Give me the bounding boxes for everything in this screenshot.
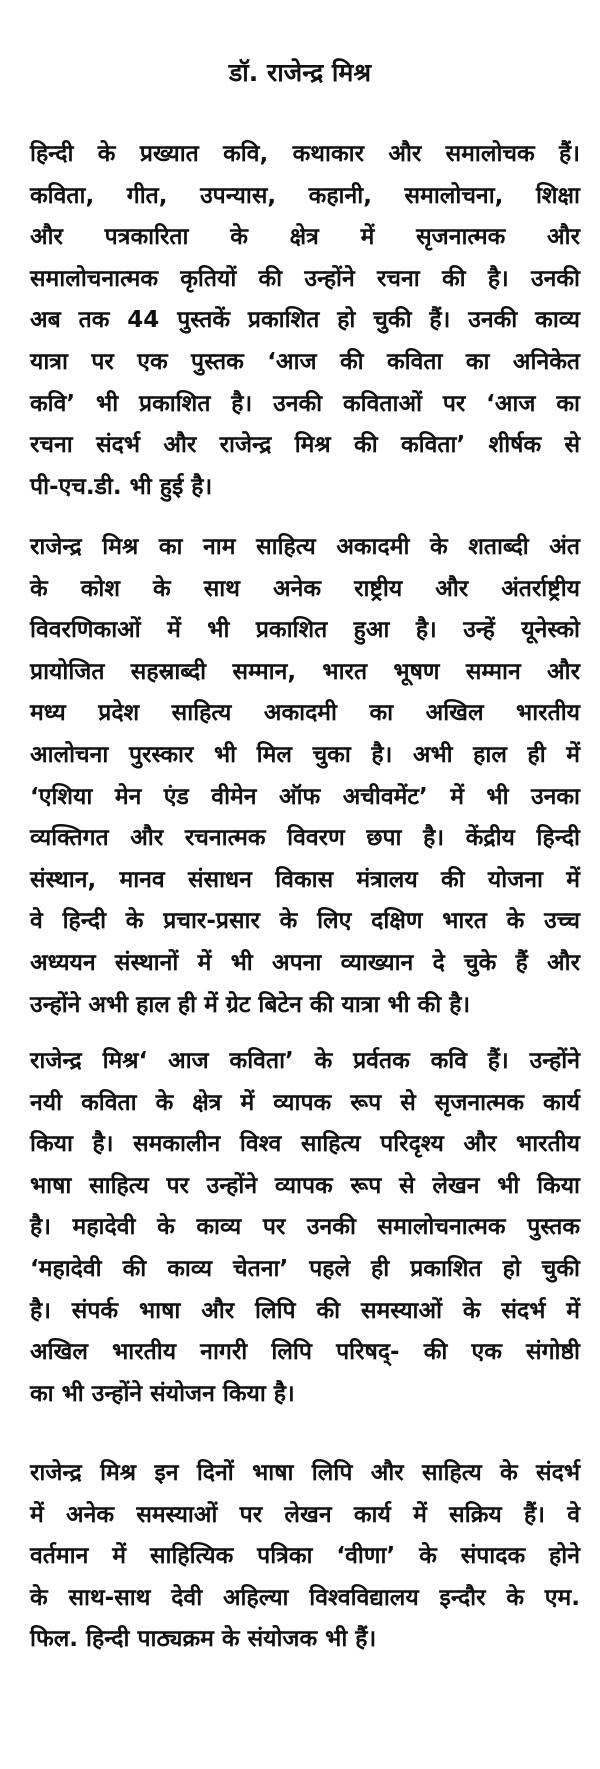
text-line: है। संपर्क भाषा और लिपि की समस्याओं के संदर्भ में	[30, 1297, 580, 1324]
text-line: ‘एशिया मेन एंड वीमेन ऑफ अचीवमेंट’ में भी उनका	[30, 783, 580, 810]
text-line: भाषा साहित्य पर उन्होंने व्यापक रूप से लेखन भी किया	[30, 1172, 580, 1199]
page-title: डॉ. राजेन्द्र मिश्र	[228, 57, 372, 87]
text-line: आलोचना पुरस्कार भी मिल चुका है। अभी हाल ही में	[30, 741, 580, 768]
text-line: संस्थान, मानव संसाधन विकास मंत्रालय की योजना में	[30, 866, 580, 893]
text-line: प्रायोजित सहस्राब्दी सम्मान, भारत भूषण सम्मान और	[30, 658, 580, 685]
text-line: के साथ-साथ देवी अहिल्या विश्वविद्यालय इन्दौर के एम.	[30, 1584, 580, 1611]
text-line: राजेन्द्र मिश्र‘ आज कविता’ के प्रर्वतक कवि हैं। उन्होंने	[30, 1048, 580, 1074]
text-line: विवरणिकाओं में भी प्रकाशित हुआ है। उन्हें यूनेस्को	[30, 617, 580, 644]
text-line: राजेन्द्र मिश्र इन दिनों भाषा लिपि और साहित्य के संदर्भ	[30, 1460, 580, 1486]
paragraph-introduction	[30, 134, 580, 508]
paragraph-literary-work	[30, 1041, 580, 1415]
text-line: है। महादेवी के काव्य पर उनकी समालोचनात्मक पुस्तक	[30, 1214, 580, 1241]
text-line: वर्तमान में साहित्यिक पत्रिका ‘वीणा’ के संपादक होने	[30, 1543, 580, 1570]
paragraph-current-activities	[30, 1453, 580, 1661]
text-line: और पत्रकारिता के क्षेत्र में सृजनात्मक और	[30, 224, 580, 251]
text-line: पी-एच.डी. भी हुई है।	[30, 473, 213, 500]
text-line: के कोश के साथ अनेक राष्ट्रीय और अंतर्राष्ट्रीय	[30, 575, 580, 602]
text-line: नयी कविता के क्षेत्र में व्यापक रूप से सृजनात्मक कार्य	[30, 1089, 580, 1116]
text-line: अध्ययन संस्थानों में भी अपना व्याख्यान दे चुके हैं और	[30, 949, 580, 976]
text-line: राजेन्द्र मिश्र का नाम साहित्य अकादमी के शताब्दी अंत	[30, 534, 580, 560]
paragraph-recognition	[30, 527, 580, 1026]
text-line: समालोचनात्मक कृतियों की उन्होंने रचना की है। उनकी	[30, 265, 580, 292]
text-line: रचना संदर्भ और राजेन्द्र मिश्र की कविता’ शीर्षक से	[30, 432, 580, 459]
text-line: ‘महादेवी की काव्य चेतना’ पहले ही प्रकाशित हो चुकी	[30, 1255, 580, 1282]
text-line: हिन्दी के प्रख्यात कवि, कथाकार और समालोचक हैं।	[30, 141, 580, 167]
text-line: फिल. हिन्दी पाठ्यक्रम के संयोजक भी हैं।	[30, 1626, 377, 1653]
text-line: व्यक्तिगत और रचनात्मक विवरण छपा है। केंद्रीय हिन्दी	[30, 825, 580, 852]
text-line: अब तक 44 पुस्तकें प्रकाशित हो चुकी हैं। उनकी काव्य	[30, 307, 580, 334]
text-line: का भी उन्होंने संयोजन किया है।	[30, 1380, 295, 1407]
text-line: वे हिन्दी के प्रचार-प्रसार के लिए दक्षिण भारत के उच्च	[30, 908, 580, 935]
text-line: अखिल भारतीय नागरी लिपि परिषद्- की एक संगोष्ठी	[30, 1339, 580, 1366]
text-line: यात्रा पर एक पुस्तक ‘आज की कविता का अनिकेत	[30, 348, 580, 375]
text-line: कवि’ भी प्रकाशित है। उनकी कविताओं पर ‘आज का	[30, 390, 580, 417]
text-line: कविता, गीत, उपन्यास, कहानी, समालोचना, शिक्षा	[30, 182, 580, 209]
text-line: मध्य प्रदेश साहित्य अकादमी का अखिल भारतीय	[30, 700, 580, 727]
text-line: उन्होंने अभी हाल ही में ग्रेट बिटेन की यात्रा भी की है।	[30, 991, 471, 1018]
text-line: में अनेक समस्याओं पर लेखन कार्य में सक्रिय हैं। वे	[30, 1501, 580, 1528]
text-line: किया है। समकालीन विश्व साहित्य परिदृश्य और भारतीय	[30, 1131, 580, 1158]
